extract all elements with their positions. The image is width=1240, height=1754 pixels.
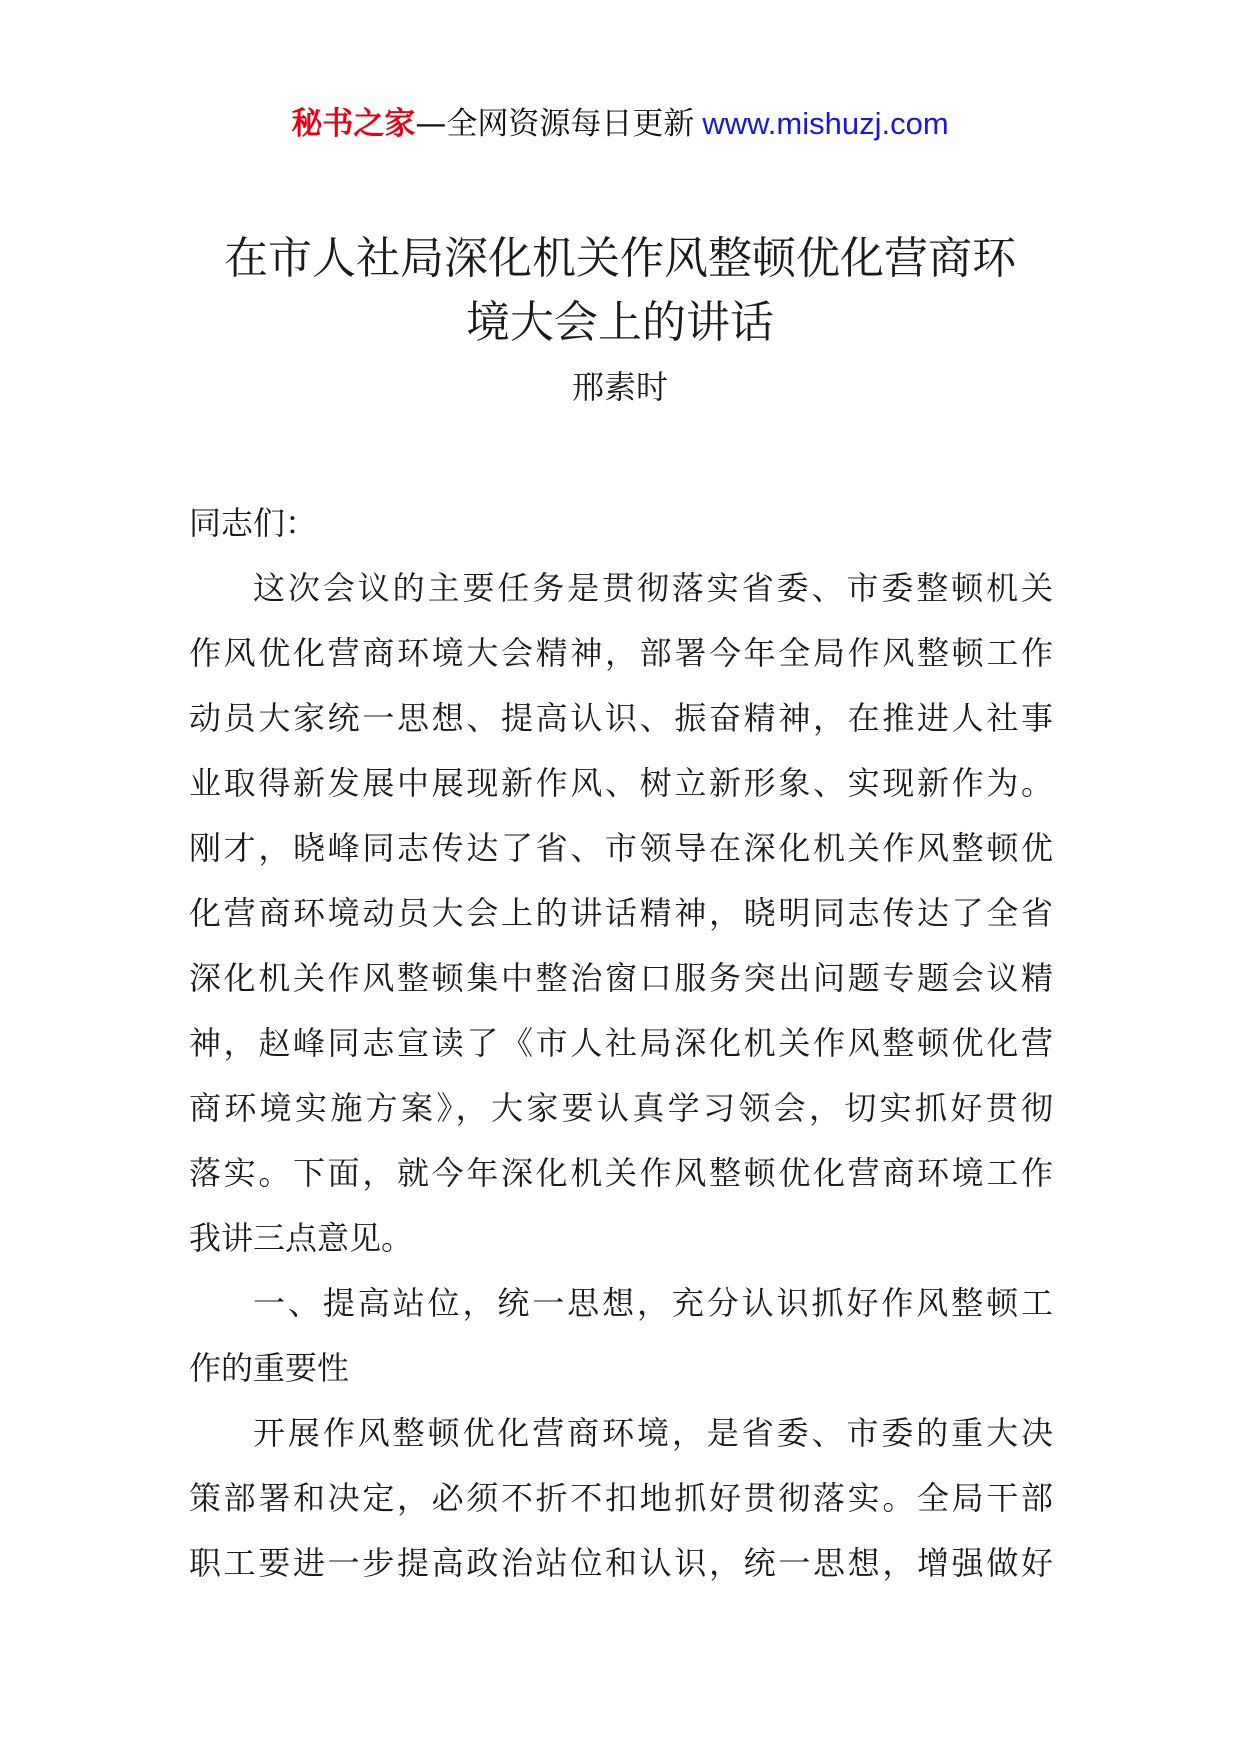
body-line: 深化机关作风整顿集中整治窗口服务突出问题专题会议精: [189, 959, 1053, 997]
document-body: [189, 491, 1053, 1596]
document-title-line-2: 境大会上的讲话: [466, 297, 774, 348]
body-line: 商环境实施方案》，大家要认真学习领会，切实抓好贯彻: [189, 1089, 1053, 1127]
body-line: 开展作风整顿优化营商环境，是省委、市委的重大决: [253, 1414, 1053, 1452]
site-header: [0, 100, 1240, 148]
body-line: 刚才，晓峰同志传达了省、市领导在深化机关作风整顿优: [189, 829, 1053, 867]
body-line: 这次会议的主要任务是贯彻落实省委、市委整顿机关: [253, 569, 1053, 607]
body-line: 作风优化营商环境大会精神，部署今年全局作风整顿工作: [189, 634, 1053, 672]
salutation: 同志们：: [189, 504, 318, 542]
site-tagline: —全网资源每日更新: [415, 106, 695, 142]
section-heading-line: 一、提高站位，统一思想，充分认识抓好作风整顿工: [253, 1284, 1053, 1322]
body-line: 落实。下面，就今年深化机关作风整顿优化营商环境工作: [189, 1154, 1053, 1192]
body-line: 业取得新发展中展现新作风、树立新形象、实现新作为。: [189, 764, 1053, 802]
body-line: 职工要进一步提高政治站位和认识，统一思想，增强做好: [189, 1544, 1053, 1582]
site-brand: 秘书之家: [291, 106, 416, 142]
body-line: 化营商环境动员大会上的讲话精神，晓明同志传达了全省: [189, 894, 1053, 932]
body-line: 策部署和决定，必须不折不扣地抓好贯彻落实。全局干部: [189, 1479, 1053, 1517]
document-title-line-1: 在市人社局深化机关作风整顿优化营商环: [224, 233, 1016, 284]
document-title: [0, 227, 1240, 355]
section-heading-line: 作的重要性: [189, 1349, 350, 1387]
body-line: 我讲三点意见。: [189, 1219, 414, 1257]
site-url-link[interactable]: www.mishuzj.com: [702, 106, 949, 141]
body-line: 动员大家统一思想、提高认识、振奋精神，在推进人社事: [189, 699, 1053, 737]
body-line: 神，赵峰同志宣读了《市人社局深化机关作风整顿优化营: [189, 1024, 1053, 1062]
document-author: 邢素时: [571, 368, 668, 406]
